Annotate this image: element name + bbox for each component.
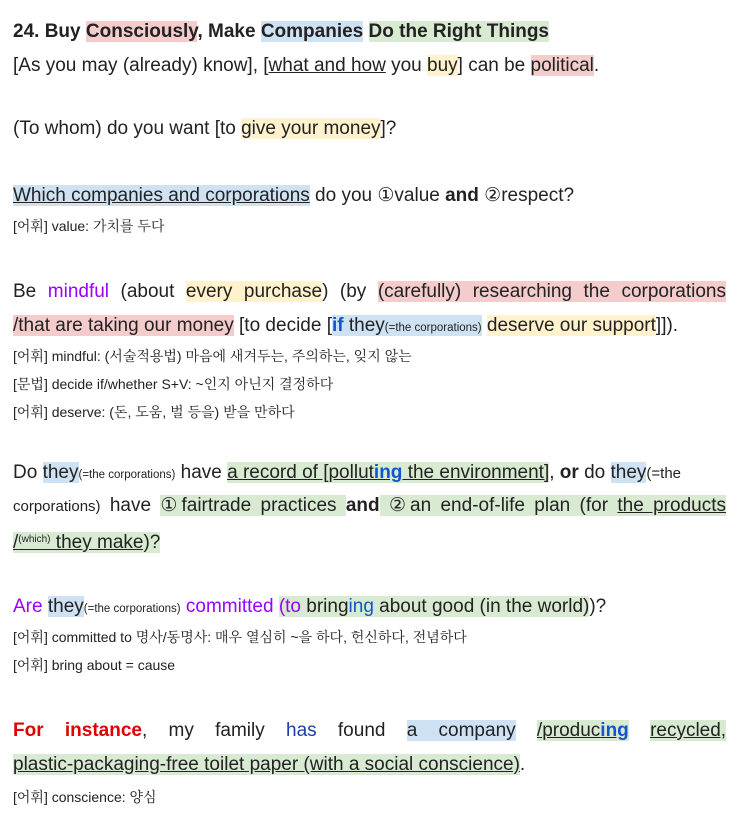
bold-word: if	[331, 315, 344, 336]
text: have	[175, 462, 228, 483]
text: )?	[589, 596, 607, 617]
text: ]?	[380, 118, 397, 139]
text: ②respect?	[478, 185, 575, 206]
text: (about	[109, 281, 186, 302]
highlighted-phrase: ①fairtrade practices	[160, 495, 346, 516]
highlighted-phrase: a company	[406, 720, 516, 741]
paragraph-3	[13, 182, 726, 210]
title-word: Buy	[44, 21, 81, 42]
gloss: (=the	[646, 465, 682, 482]
title-word-highlight: Consciously	[85, 21, 198, 42]
text: ]]).	[655, 315, 679, 336]
text: [to decide [	[233, 315, 332, 336]
text: ] can be	[457, 55, 531, 76]
text: the environment]	[402, 462, 550, 483]
text: )?	[143, 532, 161, 553]
vocab-note: [어휘] bring about = cause	[13, 657, 176, 673]
highlighted-phrase: deserve our support	[486, 315, 656, 336]
underlined-phrase: the products	[617, 495, 726, 516]
paragraph-7-line-1	[13, 717, 726, 745]
text: .	[593, 55, 600, 76]
text: .	[519, 754, 526, 775]
text: you	[385, 55, 427, 76]
text: they make	[50, 532, 144, 553]
text: Do	[13, 462, 43, 483]
text: Be	[13, 281, 48, 302]
red-word: For	[13, 720, 44, 741]
text: my	[168, 720, 194, 741]
gloss: (=the corporations)	[83, 603, 181, 615]
text: do	[578, 462, 611, 483]
paragraph-5-line-3	[13, 526, 726, 557]
text: family	[215, 720, 265, 741]
vocab-note: [어휘] conscience: 양심	[13, 789, 157, 805]
highlighted-phrase: (carefully) researching the corporations	[377, 281, 726, 302]
highlighted-phrase: /that are taking our money	[13, 315, 234, 336]
highlighted-word: they	[47, 596, 84, 617]
text: have	[100, 495, 161, 516]
title-word: , Make	[197, 21, 256, 42]
vocab-note: [어휘] mindful: (서술적용법) 마음에 새겨두는, 주의하는, 잊지 않는	[13, 348, 412, 364]
text: a record of [pollut	[227, 462, 374, 483]
text: /	[536, 720, 543, 741]
paragraph-7-line-2	[13, 751, 726, 779]
paragraph-4-line-1	[13, 278, 726, 306]
purple-word: (to	[278, 596, 307, 617]
paragraph-5-line-1	[13, 459, 726, 489]
text: do you ①value	[309, 185, 446, 206]
bold-word: or	[559, 462, 579, 483]
purple-word: committed	[180, 596, 279, 617]
blue-suffix: ing	[348, 596, 374, 617]
superscript: (which)	[18, 534, 51, 545]
page-title	[13, 18, 549, 46]
title-word-highlight: Companies	[260, 21, 364, 42]
highlighted-phrase: ②an end-of-life plan (for	[379, 495, 618, 516]
purple-word: Are	[13, 596, 43, 617]
highlighted-phrase: every purchase	[185, 281, 323, 302]
text: bring	[306, 596, 349, 617]
text: about good (in the world)	[373, 596, 590, 617]
underlined-phrase: plastic-packaging-free toilet paper (with a social conscience)	[13, 754, 520, 775]
text: found	[337, 720, 386, 741]
highlighted-word: they	[610, 462, 647, 483]
text: produc	[542, 720, 601, 741]
vocab-note: [어휘] committed to 명사/동명사: 매우 열심히 ~을 하다, 헌신하다, 전념하다	[13, 629, 467, 645]
bold-word: and	[345, 495, 380, 516]
gloss: (=the corporations)	[78, 469, 176, 481]
underlined-word: recycled,	[650, 720, 727, 741]
navy-word: has	[286, 720, 317, 741]
gloss: (=the corporations)	[384, 322, 482, 334]
grammar-note: [문법] decide if/whether S+V: ~인지 아닌지 결정하다	[13, 376, 334, 392]
bold-suffix: ing	[600, 720, 629, 741]
gloss: corporations)	[13, 498, 101, 515]
paragraph-6	[13, 593, 726, 623]
paragraph-2	[13, 115, 726, 143]
text: ,	[141, 720, 148, 741]
underlined-phrase: what and how	[268, 55, 386, 76]
bold-word: and	[445, 185, 479, 206]
highlighted-word: they	[42, 462, 79, 483]
purple-word: mindful	[47, 281, 110, 302]
vocab-note: [어휘] value: 가치를 두다	[13, 218, 165, 234]
title-number: 24.	[13, 21, 40, 42]
paragraph-1	[13, 52, 726, 80]
title-word-highlight: Do the Right Things	[368, 21, 550, 42]
red-word: instance	[64, 720, 142, 741]
highlighted-phrase: Which companies and corporations	[13, 185, 310, 206]
vocab-note: [어휘] deserve: (돈, 도움, 벌 등을) 받을 만하다	[13, 404, 295, 420]
highlighted-word: buy	[427, 55, 458, 76]
text: /	[13, 532, 19, 553]
text: they	[343, 315, 385, 336]
highlighted-phrase: give your money	[241, 118, 381, 139]
text: ,	[549, 462, 560, 483]
bold-suffix: ing	[373, 462, 403, 483]
text: (To whom) do you want [to	[13, 118, 242, 139]
text: ) (by	[322, 281, 378, 302]
paragraph-4-line-2	[13, 312, 726, 342]
paragraph-5-line-2	[13, 492, 726, 521]
text: [As you may (already) know], [	[13, 55, 269, 76]
highlighted-word: political	[530, 55, 594, 76]
